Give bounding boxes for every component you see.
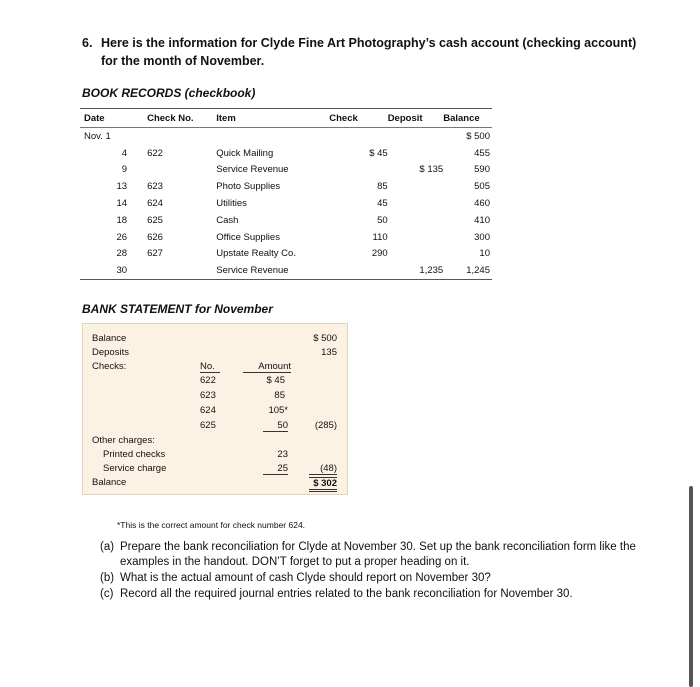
cell-check: $ 45 [369, 147, 388, 159]
cell-item: Office Supplies [216, 231, 280, 243]
book-records-table [80, 108, 492, 280]
table-row [80, 195, 492, 212]
table-row [80, 162, 492, 179]
cell-deposit [388, 195, 444, 212]
cell-balance: 590 [474, 164, 490, 176]
question-text: Here is the information for Clyde Fine Art Photography’s cash account (checking account) for the month of November. [101, 36, 637, 68]
cell-date: 28 [116, 248, 128, 260]
cell-check: 290 [371, 248, 388, 260]
cell-item [216, 128, 329, 145]
cell-item: Utilities [216, 198, 247, 210]
cell-date: 4 [121, 147, 128, 159]
vertical-scrollbar[interactable] [689, 486, 693, 687]
table-row [80, 262, 492, 279]
cell-deposit [388, 128, 444, 145]
check-amount: 85 [274, 390, 285, 401]
bank-checks-label: Checks: [92, 361, 127, 372]
cell-check-no [147, 262, 216, 279]
cell-date: 18 [116, 214, 128, 226]
check-no: 625 [200, 420, 216, 431]
cell-date: 14 [116, 198, 128, 210]
check-no: 624 [200, 405, 216, 416]
bank-balance-label: Balance [92, 333, 127, 344]
printed-checks-value: 23 [277, 449, 288, 460]
cell-check: 85 [377, 181, 388, 193]
part-text: Record all the required journal entries related to the bank reconciliation for November 30. [120, 588, 573, 600]
table-header-row [80, 109, 492, 128]
bank-deposits-label: Deposits [92, 347, 129, 358]
checks-total: (285) [314, 420, 337, 431]
cell-check-no: 627 [147, 248, 163, 260]
cell-balance: 1,245 [443, 262, 492, 279]
cell-date: 30 [80, 262, 147, 279]
col-balance: Balance [443, 109, 492, 128]
cell-check-no: 625 [147, 214, 163, 226]
cell-item: Cash [216, 214, 239, 226]
cell-date: 13 [116, 181, 128, 193]
check-amount: 105* [268, 405, 288, 416]
cell-item: Quick Mailing [216, 147, 274, 159]
table-row [80, 128, 492, 145]
cell-balance: 505 [474, 181, 490, 193]
cell-item: Service Revenue [216, 164, 289, 176]
bank-statement-box [82, 323, 348, 495]
service-charge-label: Service charge [103, 463, 167, 474]
col-check-no: Check No. [147, 109, 216, 128]
part-label: (c) [100, 588, 114, 600]
book-records-heading: BOOK RECORDS (checkbook) [82, 86, 256, 100]
col-deposit: Deposit [388, 109, 444, 128]
cell-item: Photo Supplies [216, 181, 281, 193]
cell-deposit: $ 135 [419, 164, 444, 176]
service-charge-value: 25 [263, 463, 288, 475]
checks-no-header: No. [200, 361, 220, 373]
cell-check-no [147, 162, 216, 179]
checks-amount-header: Amount [243, 361, 291, 373]
cell-deposit [388, 212, 444, 229]
cell-deposit [388, 246, 444, 263]
cell-check-no: 626 [147, 231, 163, 243]
footnote: *This is the correct amount for check number 624. [117, 520, 306, 530]
cell-deposit: 1,235 [388, 262, 444, 279]
col-check: Check [329, 109, 387, 128]
cell-deposit [388, 178, 444, 195]
cell-item: Service Revenue [216, 262, 329, 279]
check-no: 623 [200, 390, 216, 401]
ending-balance-label: Balance [92, 477, 127, 488]
cell-check-no: 623 [147, 181, 163, 193]
part-text: What is the actual amount of cash Clyde should report on November 30? [120, 572, 491, 584]
cell-deposit [388, 229, 444, 246]
cell-balance: $ 500 [466, 130, 490, 142]
table-row [80, 229, 492, 246]
part-label: (a) [100, 541, 115, 553]
bank-statement-heading: BANK STATEMENT for November [82, 302, 273, 316]
cell-balance: 455 [474, 147, 490, 159]
table-row [80, 212, 492, 229]
cell-check: 110 [372, 231, 388, 243]
cell-balance: 10 [479, 248, 490, 260]
col-date: Date [80, 109, 147, 128]
table-row [80, 246, 492, 263]
cell-check-no: 624 [147, 198, 163, 210]
table-row [80, 178, 492, 195]
question-heading [82, 34, 652, 70]
part-b [100, 571, 660, 586]
cell-balance: 460 [474, 198, 490, 210]
bank-balance-value: $ 500 [313, 333, 337, 344]
part-c [100, 587, 660, 602]
cell-deposit [388, 145, 444, 162]
check-no: 622 [200, 375, 216, 386]
cell-check [329, 128, 387, 145]
cell-item: Upstate Realty Co. [216, 248, 296, 260]
cell-check: 45 [377, 198, 388, 210]
table-row [80, 145, 492, 162]
cell-balance: 410 [474, 214, 490, 226]
part-a [100, 540, 660, 570]
cell-balance: 300 [474, 231, 490, 243]
ending-balance-value: $ 302 [309, 477, 337, 492]
part-label: (b) [100, 572, 115, 584]
cell-date: 26 [116, 231, 128, 243]
part-text: Prepare the bank reconciliation for Clyde at November 30. Set up the bank reconciliation form like the examples in the handout. DON’T forget to put a proper heading on it. [120, 541, 636, 568]
other-charges-total: (48) [309, 463, 337, 475]
col-item: Item [216, 109, 329, 128]
question-parts [100, 540, 660, 603]
cell-check-no: 622 [147, 147, 163, 159]
cell-date: Nov. 1 [84, 130, 111, 142]
check-amount: 50 [263, 420, 288, 432]
question-number: 6. [82, 36, 93, 50]
bank-deposits-value: 135 [321, 347, 337, 358]
printed-checks-label: Printed checks [103, 449, 166, 460]
cell-check-no [147, 128, 216, 145]
cell-check [329, 162, 387, 179]
cell-check [329, 262, 387, 279]
other-charges-label: Other charges: [92, 435, 155, 446]
cell-date: 9 [121, 164, 128, 176]
cell-check: 50 [377, 214, 388, 226]
check-amount: $ 45 [266, 375, 285, 386]
